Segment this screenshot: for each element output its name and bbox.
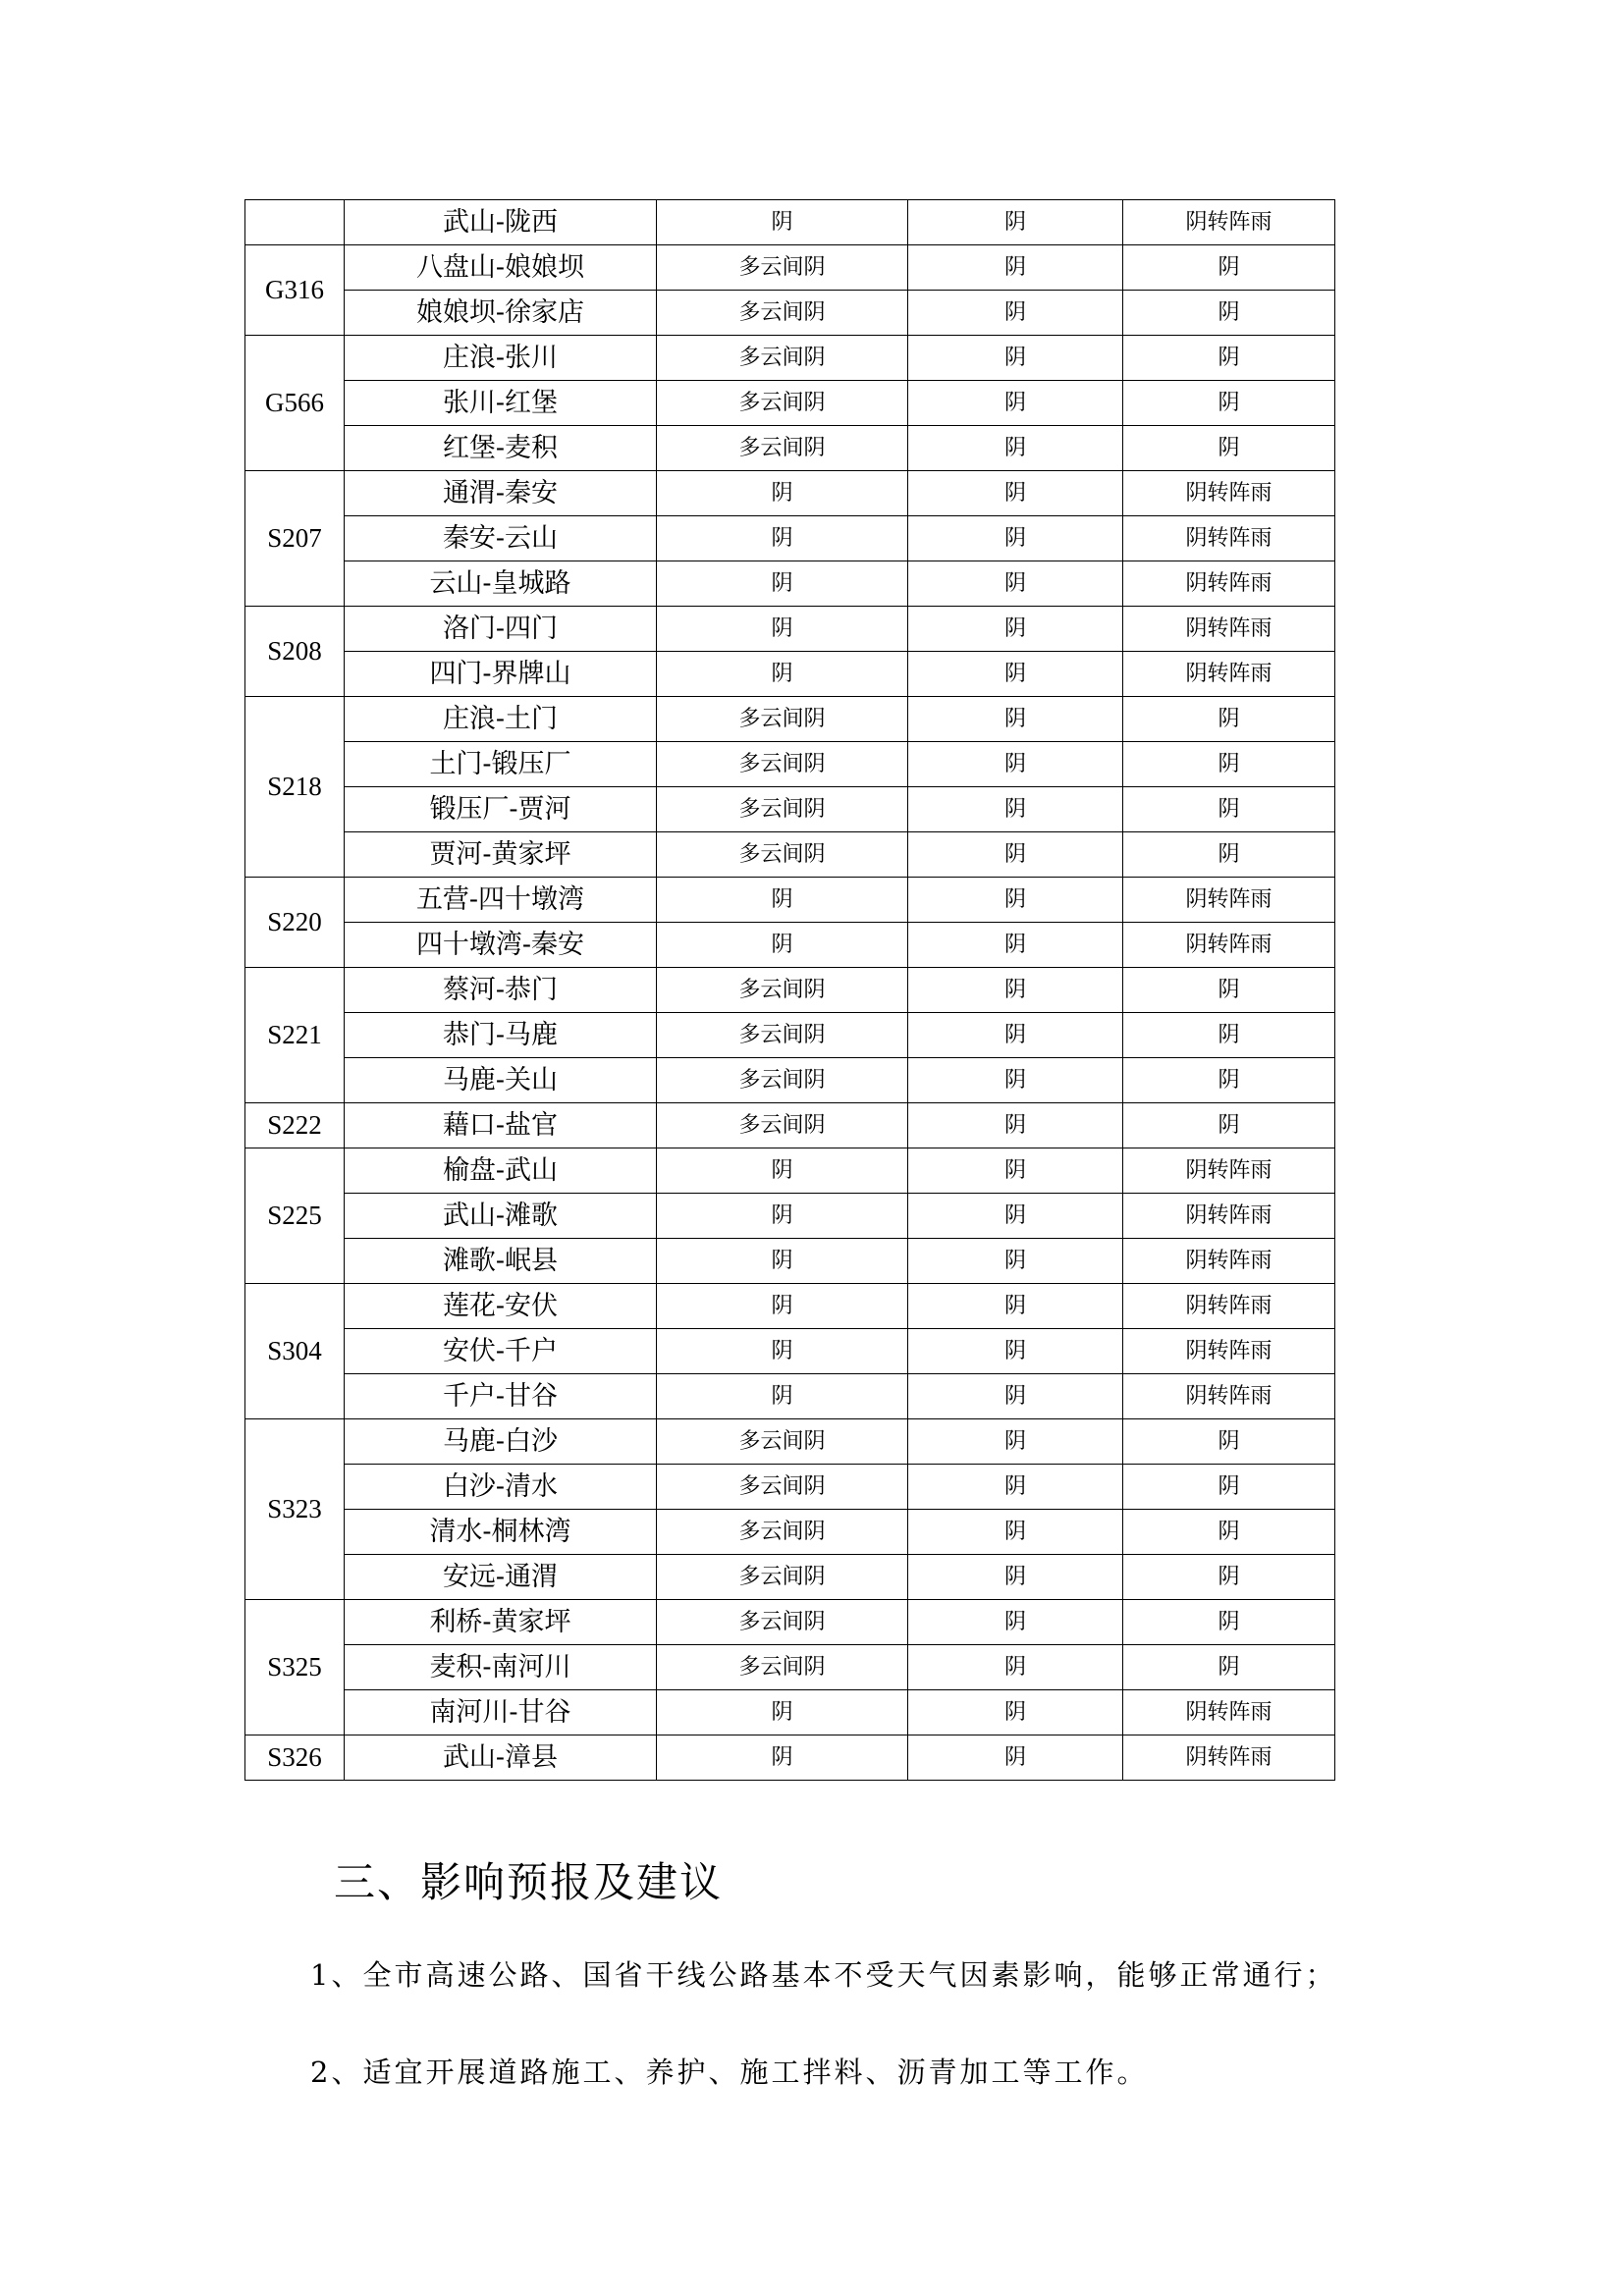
- weather-cell-1: 多云间阴: [657, 1600, 908, 1645]
- weather-cell-2: 阴: [908, 697, 1123, 742]
- weather-cell-1: 多云间阴: [657, 742, 908, 787]
- weather-cell-2: 阴: [908, 1239, 1123, 1284]
- road-code-cell: S218: [245, 697, 345, 878]
- weather-cell-2: 阴: [908, 1374, 1123, 1419]
- weather-cell-1: 多云间阴: [657, 787, 908, 832]
- table-row: [245, 1329, 1335, 1374]
- weather-cell-2: 阴: [908, 291, 1123, 336]
- segment-cell: 土门-锻压厂: [345, 742, 657, 787]
- table-row: [245, 291, 1335, 336]
- weather-cell-1: 阴: [657, 652, 908, 697]
- weather-cell-3: 阴转阵雨: [1123, 516, 1335, 561]
- advice-item-2: 2、适宜开展道路施工、养护、施工拌料、沥青加工等工作。: [310, 2056, 1149, 2089]
- route-weather-table: [244, 199, 1335, 1781]
- weather-cell-3: 阴: [1123, 787, 1335, 832]
- weather-cell-3: 阴转阵雨: [1123, 1735, 1335, 1781]
- table-row: [245, 1600, 1335, 1645]
- road-code-cell: S325: [245, 1600, 345, 1735]
- section-title: 三、影响预报及建议: [334, 1858, 724, 1906]
- segment-cell: 五营-四十墩湾: [345, 878, 657, 923]
- segment-cell: 云山-皇城路: [345, 561, 657, 607]
- table-row: [245, 1058, 1335, 1103]
- weather-cell-3: 阴转阵雨: [1123, 1690, 1335, 1735]
- segment-cell: 锻压厂-贾河: [345, 787, 657, 832]
- table-row: [245, 923, 1335, 968]
- road-code-cell: S326: [245, 1735, 345, 1781]
- weather-cell-1: 阴: [657, 471, 908, 516]
- segment-cell: 武山-漳县: [345, 1735, 657, 1781]
- weather-cell-2: 阴: [908, 561, 1123, 607]
- segment-cell: 利桥-黄家坪: [345, 1600, 657, 1645]
- weather-cell-3: 阴转阵雨: [1123, 878, 1335, 923]
- segment-cell: 滩歌-岷县: [345, 1239, 657, 1284]
- weather-cell-3: 阴: [1123, 1645, 1335, 1690]
- weather-cell-2: 阴: [908, 742, 1123, 787]
- weather-cell-2: 阴: [908, 878, 1123, 923]
- segment-cell: 马鹿-关山: [345, 1058, 657, 1103]
- segment-cell: 榆盘-武山: [345, 1148, 657, 1194]
- weather-cell-3: 阴: [1123, 1600, 1335, 1645]
- segment-cell: 张川-红堡: [345, 381, 657, 426]
- table-row: [245, 381, 1335, 426]
- table-row: [245, 471, 1335, 516]
- segment-cell: 娘娘坝-徐家店: [345, 291, 657, 336]
- segment-cell: 马鹿-白沙: [345, 1419, 657, 1465]
- weather-cell-3: 阴转阵雨: [1123, 652, 1335, 697]
- table-row: [245, 968, 1335, 1013]
- table-row: [245, 1465, 1335, 1510]
- weather-cell-1: 阴: [657, 1735, 908, 1781]
- segment-cell: 洛门-四门: [345, 607, 657, 652]
- road-code-cell: S221: [245, 968, 345, 1103]
- weather-cell-3: 阴: [1123, 742, 1335, 787]
- segment-cell: 秦安-云山: [345, 516, 657, 561]
- weather-cell-3: 阴转阵雨: [1123, 200, 1335, 245]
- weather-cell-1: 阴: [657, 1194, 908, 1239]
- weather-cell-2: 阴: [908, 471, 1123, 516]
- weather-cell-3: 阴: [1123, 968, 1335, 1013]
- weather-cell-2: 阴: [908, 1735, 1123, 1781]
- table-row: [245, 652, 1335, 697]
- road-code-cell: S207: [245, 471, 345, 607]
- weather-cell-2: 阴: [908, 1194, 1123, 1239]
- weather-cell-1: 多云间阴: [657, 1103, 908, 1148]
- weather-cell-3: 阴转阵雨: [1123, 1148, 1335, 1194]
- weather-cell-1: 多云间阴: [657, 1013, 908, 1058]
- weather-cell-3: 阴转阵雨: [1123, 923, 1335, 968]
- table-row: [245, 1510, 1335, 1555]
- weather-cell-3: 阴: [1123, 1465, 1335, 1510]
- segment-cell: 恭门-马鹿: [345, 1013, 657, 1058]
- weather-cell-3: 阴: [1123, 832, 1335, 878]
- table-row: [245, 1374, 1335, 1419]
- weather-cell-1: 多云间阴: [657, 381, 908, 426]
- weather-cell-2: 阴: [908, 1465, 1123, 1510]
- segment-cell: 红堡-麦积: [345, 426, 657, 471]
- segment-cell: 千户-甘谷: [345, 1374, 657, 1419]
- weather-cell-2: 阴: [908, 1555, 1123, 1600]
- weather-cell-2: 阴: [908, 1645, 1123, 1690]
- weather-cell-2: 阴: [908, 1600, 1123, 1645]
- weather-cell-3: 阴转阵雨: [1123, 1239, 1335, 1284]
- segment-cell: 南河川-甘谷: [345, 1690, 657, 1735]
- table-row: [245, 200, 1335, 245]
- weather-cell-1: 阴: [657, 200, 908, 245]
- weather-cell-3: 阴转阵雨: [1123, 1194, 1335, 1239]
- weather-cell-2: 阴: [908, 1013, 1123, 1058]
- table-row: [245, 516, 1335, 561]
- segment-cell: 武山-滩歌: [345, 1194, 657, 1239]
- road-code-cell: [245, 200, 345, 245]
- weather-cell-3: 阴转阵雨: [1123, 1284, 1335, 1329]
- table-row: [245, 1284, 1335, 1329]
- weather-cell-2: 阴: [908, 832, 1123, 878]
- weather-cell-2: 阴: [908, 607, 1123, 652]
- segment-cell: 藉口-盐官: [345, 1103, 657, 1148]
- segment-cell: 贾河-黄家坪: [345, 832, 657, 878]
- weather-cell-2: 阴: [908, 787, 1123, 832]
- segment-cell: 白沙-清水: [345, 1465, 657, 1510]
- segment-cell: 清水-桐林湾: [345, 1510, 657, 1555]
- weather-cell-3: 阴转阵雨: [1123, 1374, 1335, 1419]
- segment-cell: 通渭-秦安: [345, 471, 657, 516]
- weather-cell-1: 多云间阴: [657, 1465, 908, 1510]
- road-code-cell: S304: [245, 1284, 345, 1419]
- weather-cell-3: 阴: [1123, 1058, 1335, 1103]
- weather-cell-1: 多云间阴: [657, 426, 908, 471]
- segment-cell: 庄浪-张川: [345, 336, 657, 381]
- weather-cell-2: 阴: [908, 381, 1123, 426]
- segment-cell: 四十墩湾-秦安: [345, 923, 657, 968]
- weather-cell-1: 阴: [657, 1329, 908, 1374]
- segment-cell: 庄浪-土门: [345, 697, 657, 742]
- weather-cell-2: 阴: [908, 245, 1123, 291]
- segment-cell: 武山-陇西: [345, 200, 657, 245]
- weather-cell-3: 阴: [1123, 336, 1335, 381]
- weather-cell-1: 多云间阴: [657, 336, 908, 381]
- road-code-cell: S208: [245, 607, 345, 697]
- weather-cell-1: 多云间阴: [657, 1555, 908, 1600]
- advice-item-1: 1、全市高速公路、国省干线公路基本不受天气因素影响，能够正常通行；: [310, 1958, 1337, 1992]
- segment-cell: 莲花-安伏: [345, 1284, 657, 1329]
- weather-cell-1: 多云间阴: [657, 697, 908, 742]
- weather-cell-3: 阴: [1123, 1103, 1335, 1148]
- weather-cell-1: 多云间阴: [657, 1058, 908, 1103]
- segment-cell: 安远-通渭: [345, 1555, 657, 1600]
- weather-cell-2: 阴: [908, 336, 1123, 381]
- weather-cell-1: 阴: [657, 607, 908, 652]
- table-row: [245, 742, 1335, 787]
- road-code-cell: S323: [245, 1419, 345, 1600]
- table-row: [245, 1194, 1335, 1239]
- table-row: [245, 1555, 1335, 1600]
- weather-cell-3: 阴: [1123, 1555, 1335, 1600]
- weather-cell-1: 阴: [657, 1284, 908, 1329]
- road-code-cell: S225: [245, 1148, 345, 1284]
- weather-cell-3: 阴: [1123, 245, 1335, 291]
- weather-cell-1: 多云间阴: [657, 1645, 908, 1690]
- weather-cell-1: 多云间阴: [657, 291, 908, 336]
- weather-cell-2: 阴: [908, 1329, 1123, 1374]
- weather-cell-1: 阴: [657, 878, 908, 923]
- weather-cell-2: 阴: [908, 1419, 1123, 1465]
- weather-cell-3: 阴: [1123, 1419, 1335, 1465]
- table-row: [245, 697, 1335, 742]
- weather-cell-1: 多云间阴: [657, 832, 908, 878]
- weather-cell-3: 阴转阵雨: [1123, 607, 1335, 652]
- weather-cell-1: 多云间阴: [657, 1419, 908, 1465]
- weather-cell-2: 阴: [908, 1690, 1123, 1735]
- weather-cell-1: 阴: [657, 516, 908, 561]
- road-code-cell: S222: [245, 1103, 345, 1148]
- weather-cell-2: 阴: [908, 1284, 1123, 1329]
- weather-cell-1: 多云间阴: [657, 245, 908, 291]
- segment-cell: 麦积-南河川: [345, 1645, 657, 1690]
- weather-cell-2: 阴: [908, 1148, 1123, 1194]
- segment-cell: 蔡河-恭门: [345, 968, 657, 1013]
- table-row: [245, 336, 1335, 381]
- table-row: [245, 1148, 1335, 1194]
- table-row: [245, 1103, 1335, 1148]
- weather-cell-2: 阴: [908, 923, 1123, 968]
- weather-cell-3: 阴转阵雨: [1123, 471, 1335, 516]
- weather-cell-1: 阴: [657, 1239, 908, 1284]
- weather-cell-2: 阴: [908, 1058, 1123, 1103]
- table-row: [245, 561, 1335, 607]
- segment-cell: 安伏-千户: [345, 1329, 657, 1374]
- weather-cell-2: 阴: [908, 652, 1123, 697]
- weather-cell-2: 阴: [908, 200, 1123, 245]
- table-row: [245, 1013, 1335, 1058]
- road-code-cell: G316: [245, 245, 345, 336]
- weather-cell-1: 阴: [657, 923, 908, 968]
- weather-cell-2: 阴: [908, 1103, 1123, 1148]
- weather-cell-3: 阴: [1123, 426, 1335, 471]
- table-row: [245, 426, 1335, 471]
- table-row: [245, 245, 1335, 291]
- weather-cell-3: 阴: [1123, 381, 1335, 426]
- table-row: [245, 607, 1335, 652]
- table-row: [245, 787, 1335, 832]
- weather-cell-3: 阴转阵雨: [1123, 1329, 1335, 1374]
- table-row: [245, 1735, 1335, 1781]
- weather-cell-3: 阴: [1123, 697, 1335, 742]
- table-row: [245, 1419, 1335, 1465]
- weather-cell-1: 阴: [657, 1690, 908, 1735]
- weather-cell-2: 阴: [908, 968, 1123, 1013]
- segment-cell: 四门-界牌山: [345, 652, 657, 697]
- weather-cell-3: 阴转阵雨: [1123, 561, 1335, 607]
- road-code-cell: S220: [245, 878, 345, 968]
- weather-cell-3: 阴: [1123, 1510, 1335, 1555]
- weather-cell-1: 阴: [657, 561, 908, 607]
- weather-cell-3: 阴: [1123, 291, 1335, 336]
- segment-cell: 八盘山-娘娘坝: [345, 245, 657, 291]
- table-row: [245, 1239, 1335, 1284]
- table-row: [245, 1645, 1335, 1690]
- weather-cell-2: 阴: [908, 1510, 1123, 1555]
- weather-cell-1: 多云间阴: [657, 1510, 908, 1555]
- weather-cell-2: 阴: [908, 516, 1123, 561]
- weather-cell-1: 多云间阴: [657, 968, 908, 1013]
- table-row: [245, 878, 1335, 923]
- weather-cell-1: 阴: [657, 1148, 908, 1194]
- road-code-cell: G566: [245, 336, 345, 471]
- weather-cell-2: 阴: [908, 426, 1123, 471]
- route-weather-table-body: [245, 200, 1335, 1781]
- table-row: [245, 832, 1335, 878]
- weather-cell-3: 阴: [1123, 1013, 1335, 1058]
- table-row: [245, 1690, 1335, 1735]
- weather-cell-1: 阴: [657, 1374, 908, 1419]
